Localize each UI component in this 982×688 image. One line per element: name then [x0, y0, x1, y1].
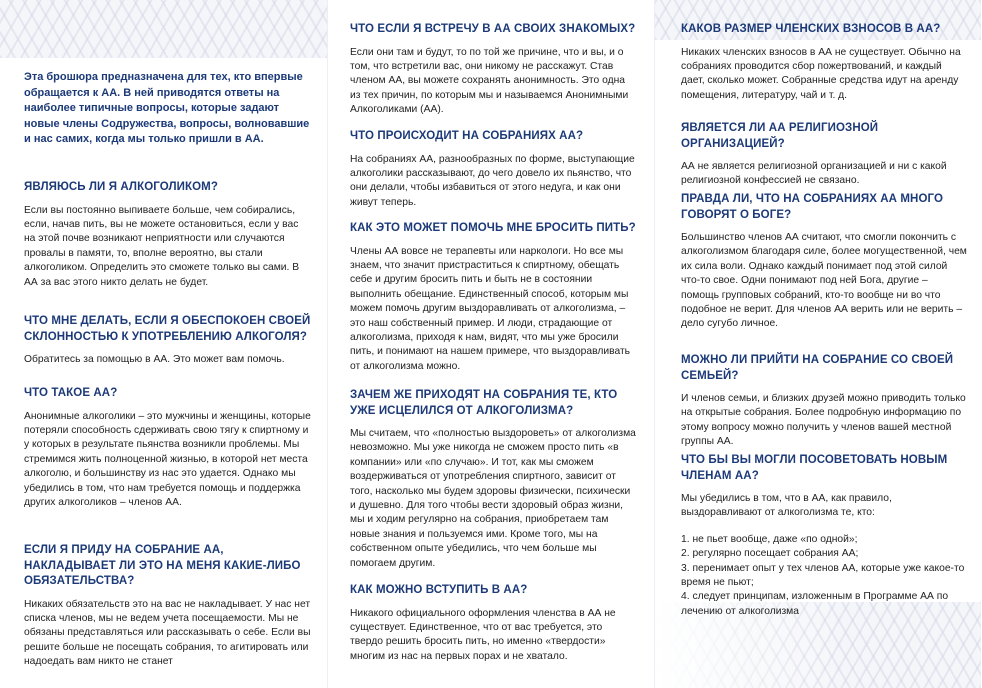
answer-text: АА не является религиозной организацией и ни с какой религиозной конфессией не связано. [681, 161, 947, 187]
page-column-2 [327, 0, 654, 688]
faq-section [24, 386, 311, 510]
answer-text: Большинство членов АА считают, что смогли покончить с алкоголизмом благодаря силе, более могущественной, чем их сила воли. Однако каждый понимает под этой силой что-то свое. Одни понимают под ней Бога, другие – помощь групповых собраний, кто-то вообще ни во что подобное не верит. Для членов АА верить или не верить – дело сугубо личное. [681, 232, 967, 330]
answer-text: Никакого официального оформления членства в АА не существует. Единственное, что от вас требуется, это твердо решить бросить пить, но именно «твердости» многим из нас на первых порах и не хватало. [350, 607, 616, 662]
faq-section [681, 121, 967, 189]
question-heading: ЗАЧЕМ ЖЕ ПРИХОДЯТ НА СОБРАНИЯ ТЕ, КТО УЖЕ ИСЦЕЛИЛСЯ ОТ АЛКОГОЛИЗМА? [350, 389, 618, 417]
answer-text: Члены АА вовсе не терапевты или наркологи. Но все мы знаем, что значит пристраститься к спиртному, обещать себе и другим бросить пить и быть не в состоянии выполнить обещание. Единственный способ, которым мы можем помочь другим выздоравливать от алкоголизма, – это наш собственный пример. И люди, страдающие от алкоголизма, приходя к нам, видят, что мы уже бросили пить, и понимают на нашем примере, что выздоравливать от алкоголизма можно. [350, 245, 631, 372]
question-heading: ЧТО МНЕ ДЕЛАТЬ, ЕСЛИ Я ОБЕСПОКОЕН СВОЕЙ СКЛОННОСТЬЮ К УПОТРЕБЛЕНИЮ АЛКОГОЛЯ? [24, 315, 311, 343]
question-heading: ЯВЛЯЕТСЯ ЛИ АА РЕЛИГИОЗНОЙ ОРГАНИЗАЦИЕЙ? [681, 122, 879, 150]
intro-text: Эта брошюра предназначена для тех, кто впервые обращается к АА. В ней приводятся ответы на наиболее типичные вопросы, которые задают новые члены Содружества, вопросы, волновавшие и нас самих, когда мы только пришли в АА. [24, 71, 310, 146]
answer-text: Мы считаем, что «полностью выздороветь» от алкоголизма невозможно. Мы уже никогда не сможем просто пить «в компании» или «по случаю». И тот, как мы сможем воздерживаться от употребления спиртного, зависит от того, насколько мы будем здоровы физически, психически и душевно. Для того чтобы вести здоровый образ жизни, мы и ходим регулярно на собрания, приобретаем там новые знания и пользуемся ими. Кроме того, мы на собственном опыте убедились, что чем больше мы помогаем другим. [350, 428, 636, 569]
list-item: 3. перенимает опыт у тех членов АА, которые уже какое-то время не пьют; [681, 562, 965, 589]
answer-text: И членов семьи, и близких друзей можно приводить только на открытые собрания. Более подробную информацию по этому вопросу можно получить у членов вашей местной группы АА. [681, 393, 966, 448]
question-heading: ЧТО БЫ ВЫ МОГЛИ ПОСОВЕТОВАТЬ НОВЫМ ЧЛЕНАМ АА? [681, 454, 948, 482]
faq-section [24, 543, 311, 670]
answer-text: Если они там и будут, то по той же причине, что и вы, и о том, что встретили вас, они никому не расскажут. Став членом АА, вы можете сохранять анонимность. Это одна из тех причин, по которым мы и называемся Анонимными Алкоголиками (АА). [350, 46, 629, 116]
answer-text: Обратитесь за помощью в АА. Это может вам помочь. [24, 354, 285, 365]
faq-section [350, 388, 638, 571]
question-heading: ЕСЛИ Я ПРИДУ НА СОБРАНИЕ АА, НАКЛАДЫВАЕТ ЛИ ЭТО НА МЕНЯ КАКИЕ-ЛИБО ОБЯЗАТЕЛЬСТВА? [24, 544, 301, 587]
answer-text: На собраниях АА, разнообразных по форме, выступающие алкоголики рассказывают, до чего довело их пьянство, что они делали, чтобы избавиться от этого недуга, и как они живут теперь. [350, 153, 635, 208]
faq-section [350, 22, 638, 118]
question-heading: ЧТО ТАКОЕ АА? [24, 387, 118, 399]
list-item: 4. следует принципам, изложенным в Программе АА по лечению от алкоголизма [681, 591, 949, 617]
faq-section [24, 314, 311, 367]
answer-text: Мы убедились в том, что в АА, как правило, выздоравливают от алкоголизма те, кто: [681, 493, 892, 519]
faq-section [681, 22, 967, 103]
decorative-pattern-top [0, 0, 327, 58]
faq-section [350, 583, 638, 664]
question-heading: КАК ЭТО МОЖЕТ ПОМОЧЬ МНЕ БРОСИТЬ ПИТЬ? [350, 222, 636, 234]
question-heading: ЧТО ПРОИСХОДИТ НА СОБРАНИЯХ АА? [350, 130, 584, 142]
answer-text: Никаких членских взносов в АА не существует. Обычно на собраниях проводится сбор пожертвований, и каждый дает, сколько может. Собранные средства идут на аренду помещения, литературу, чай и т. д. [681, 46, 961, 101]
list-item: 2. регулярно посещает собрания АА; [681, 548, 859, 560]
question-heading: КАКОВ РАЗМЕР ЧЛЕНСКИХ ВЗНОСОВ В АА? [681, 23, 941, 35]
faq-section [350, 129, 638, 210]
question-heading: ПРАВДА ЛИ, ЧТО НА СОБРАНИЯХ АА МНОГО ГОВОРЯТ О БОГЕ? [681, 193, 944, 221]
faq-section [681, 192, 967, 332]
advice-list [681, 533, 967, 619]
question-heading: МОЖНО ЛИ ПРИЙТИ НА СОБРАНИЕ СО СВОЕЙ СЕМЬЕЙ? [681, 354, 954, 382]
faq-section [350, 221, 638, 374]
answer-text: Анонимные алкоголики – это мужчины и женщины, которые потеряли способность сдерживать свою тягу к спиртному и у которых в результате пьянства возникли проблемы. Мы стремимся жить полноценной жизнью, в которой нет места алкоголю, и большинству из нас это удается. Однако мы убедились в том, что нам требуется помощь и поддержка других алкоголиков – членов АА. [24, 410, 311, 508]
question-heading: ЯВЛЯЮСЬ ЛИ Я АЛКОГОЛИКОМ? [24, 181, 218, 193]
page-column-3 [654, 0, 981, 688]
faq-section [24, 180, 311, 290]
answer-text: Если вы постоянно выпиваете больше, чем собирались, если, начав пить, вы не можете остановиться, если у вас на этой почве возникают неприятности или случаются провалы в памяти, то, вполне вероятно, вы стали алкоголиком. Определить это сможете только вы сами. В АА за вас этого никто делать не будет. [24, 204, 300, 288]
page-column-1 [0, 0, 327, 688]
question-heading: КАК МОЖНО ВСТУПИТЬ В АА? [350, 584, 528, 596]
faq-section [681, 353, 967, 450]
answer-text: Никаких обязательств это на вас не накладывает. У нас нет списка членов, мы не ведем учета посещаемости. Мы не обязаны представляться или рассказывать о себе. Если вы решите больше не посещать собрания, то агитировать или надоедать вам никто не станет [24, 598, 311, 668]
faq-section [681, 453, 967, 619]
question-heading: ЧТО ЕСЛИ Я ВСТРЕЧУ В АА СВОИХ ЗНАКОМЫХ? [350, 23, 636, 35]
list-item: 1. не пьет вообще, даже «по одной»; [681, 533, 858, 545]
